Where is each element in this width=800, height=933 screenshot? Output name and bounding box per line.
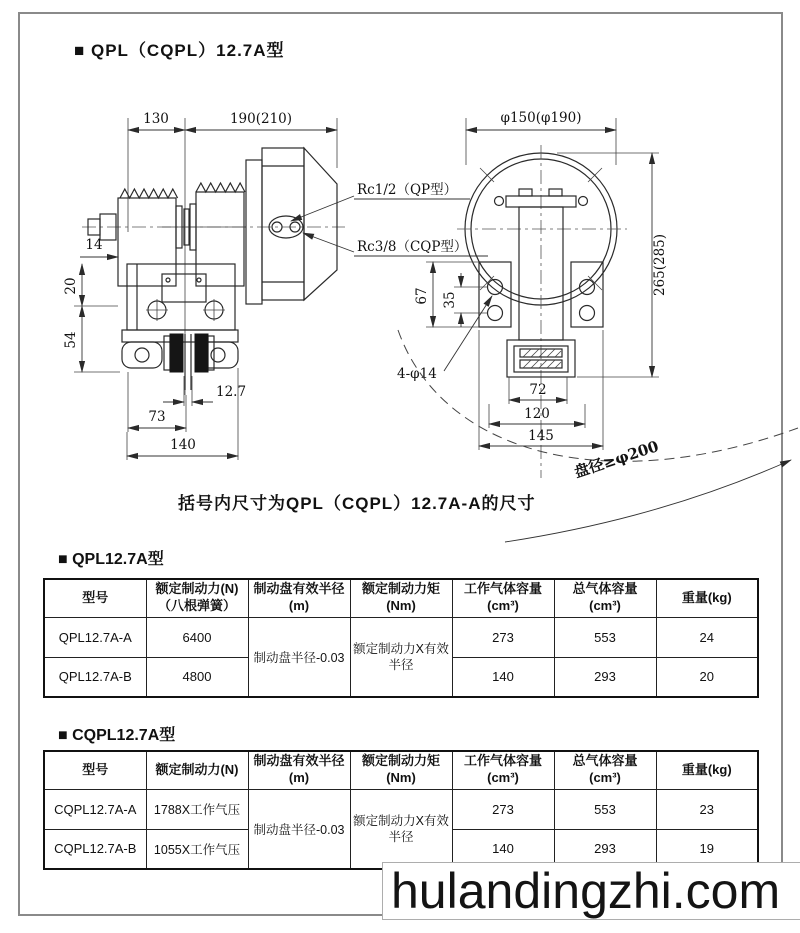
qpl-cell-model-b: QPL12.7A-B <box>44 657 146 697</box>
qpl-cell-force-b: 4800 <box>146 657 248 697</box>
cqpl-header-radius-line2: (m) <box>288 770 310 786</box>
dim-145: 145 <box>528 428 554 444</box>
qpl-header-torque <box>350 579 452 617</box>
cqpl-header-total-line2: (cm³) <box>589 770 621 786</box>
dim-73: 73 <box>148 409 166 425</box>
cqpl-cell-radius-merged: 制动盘半径-0.03 <box>248 789 350 869</box>
qpl-header-model: 型号 <box>44 579 146 617</box>
dim-d150: φ150(φ190) <box>500 110 582 126</box>
cqpl-header-torque-line2: (Nm) <box>386 770 416 786</box>
qpl-header-work-line1: 工作气体容量 <box>463 581 542 597</box>
dim-190-210: 190(210) <box>229 111 293 127</box>
qpl-header-total-line1: 总气体容量 <box>572 581 638 597</box>
qpl-header-torque-line1: 额定制动力矩 <box>361 581 440 597</box>
table-row <box>44 617 758 657</box>
dim-14: 14 <box>85 237 103 253</box>
cqpl-header-torque-line1: 额定制动力矩 <box>361 753 440 769</box>
holes-label: 4-φ14 <box>397 366 437 382</box>
qpl-header-radius-line1: 制动盘有效半径 <box>253 581 345 597</box>
dim-72: 72 <box>529 382 547 398</box>
cqpl-header-radius <box>248 751 350 789</box>
qpl-table-title: ■ QPL12.7A型 <box>58 551 164 568</box>
dim-35: 35 <box>442 291 458 309</box>
cqpl-header-radius-line1: 制动盘有效半径 <box>253 753 345 769</box>
qpl-table <box>43 578 759 698</box>
qpl-cell-total-a: 553 <box>554 617 656 657</box>
watermark <box>382 862 800 920</box>
watermark-text: hulandingzhi.com <box>391 863 781 919</box>
dim-67: 67 <box>414 287 430 305</box>
cqpl-header-total <box>554 751 656 789</box>
port-label-qp: Rc1/2（QP型） <box>357 182 458 198</box>
qpl-cell-total-b: 293 <box>554 657 656 697</box>
qpl-cell-radius-merged: 制动盘半径-0.03 <box>248 617 350 697</box>
dim-140: 140 <box>170 437 196 453</box>
qpl-header-weight: 重量(kg) <box>656 579 758 617</box>
qpl-cell-force-a: 6400 <box>146 617 248 657</box>
cqpl-cell-model-a: CQPL12.7A-A <box>44 789 146 829</box>
dim-130: 130 <box>143 111 169 127</box>
qpl-header-work <box>452 579 554 617</box>
cqpl-cell-force-a: 1788X工作气压 <box>146 789 248 829</box>
port-label-cqp: Rc3/8（CQP型） <box>357 239 468 255</box>
qpl-header-force-line2: （八根弹簧） <box>157 598 236 614</box>
qpl-cell-weight-b: 20 <box>656 657 758 697</box>
qpl-header-force <box>146 579 248 617</box>
cqpl-header-work <box>452 751 554 789</box>
cqpl-cell-work-a: 273 <box>452 789 554 829</box>
qpl-cell-work-a: 273 <box>452 617 554 657</box>
qpl-header-torque-line2: (Nm) <box>386 598 416 614</box>
cqpl-cell-work-b: 140 <box>452 829 554 869</box>
qpl-header-total-line2: (cm³) <box>589 598 621 614</box>
cqpl-header-work-line1: 工作气体容量 <box>463 753 542 769</box>
qpl-header-total <box>554 579 656 617</box>
drawing-caption: 括号内尺寸为QPL（CQPL）12.7A-A的尺寸 <box>178 494 536 513</box>
dim-54: 54 <box>63 331 79 349</box>
cqpl-cell-total-a: 553 <box>554 789 656 829</box>
qpl-header-radius <box>248 579 350 617</box>
qpl-cell-work-b: 140 <box>452 657 554 697</box>
qpl-cell-weight-a: 24 <box>656 617 758 657</box>
cqpl-cell-total-b: 293 <box>554 829 656 869</box>
right-view <box>397 110 798 542</box>
cqpl-cell-force-b: 1055X工作气压 <box>146 829 248 869</box>
cqpl-cell-torque-merged: 额定制动力X有效半径 <box>350 789 452 869</box>
table-row <box>44 789 758 829</box>
dim-20: 20 <box>63 277 79 295</box>
cqpl-table-title: ■ CQPL12.7A型 <box>58 727 176 744</box>
cqpl-header-total-line1: 总气体容量 <box>572 753 638 769</box>
cqpl-cell-weight-b: 19 <box>656 829 758 869</box>
qpl-header-radius-line2: (m) <box>288 598 310 614</box>
qpl-header-work-line2: (cm³) <box>487 598 519 614</box>
dim-265: 265(285) <box>652 233 668 297</box>
cqpl-header-weight: 重量(kg) <box>656 751 758 789</box>
cqpl-table <box>43 750 759 870</box>
cqpl-header-work-line2: (cm³) <box>487 770 519 786</box>
cqpl-cell-model-b: CQPL12.7A-B <box>44 829 146 869</box>
qpl-cell-model-a: QPL12.7A-A <box>44 617 146 657</box>
cqpl-cell-weight-a: 23 <box>656 789 758 829</box>
cqpl-header-torque <box>350 751 452 789</box>
disc-note: 盘径≥φ200 <box>572 437 661 482</box>
cqpl-header-model: 型号 <box>44 751 146 789</box>
dim-12-7: 12.7 <box>216 384 247 400</box>
dim-120: 120 <box>524 406 550 422</box>
qpl-cell-torque-merged: 额定制动力X有效半径 <box>350 617 452 697</box>
left-view <box>63 111 488 460</box>
page-title: ■ QPL（CQPL）12.7A型 <box>74 41 285 60</box>
cqpl-header-force: 额定制动力(N) <box>146 751 248 789</box>
qpl-header-force-line1: 额定制动力(N) <box>155 581 239 597</box>
